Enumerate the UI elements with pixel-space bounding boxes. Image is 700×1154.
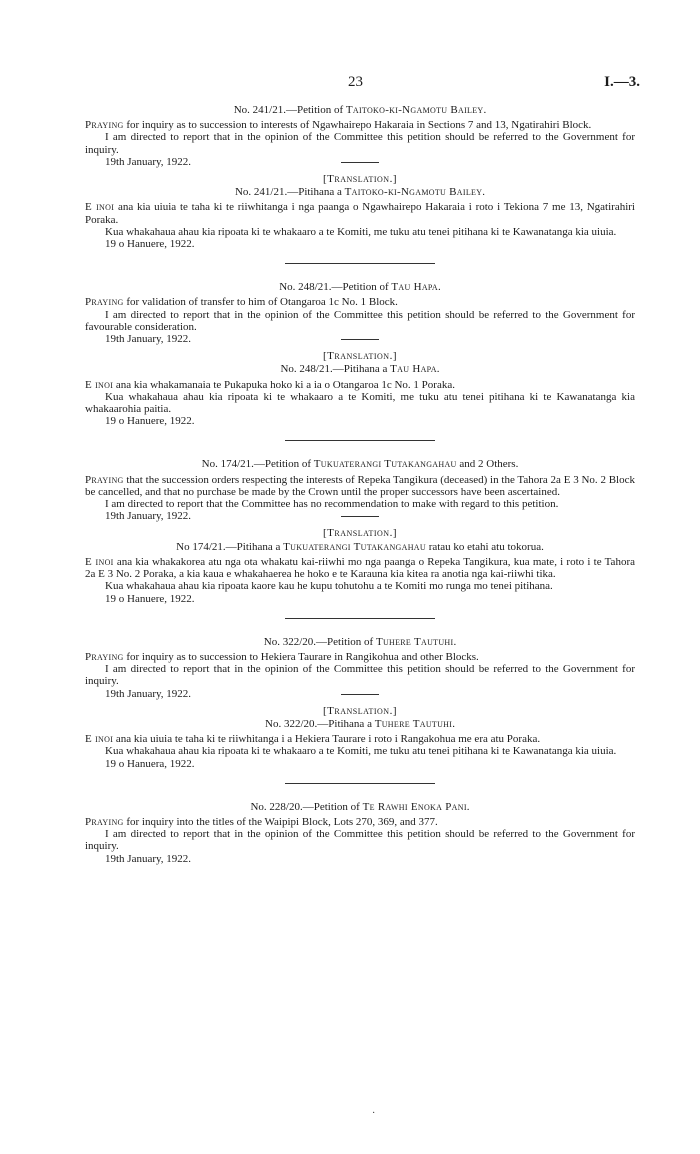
- translation-report: Kua whakahaua ahau kia ripoata ki te whakaaro a te Komiti, me tuku atu tenei pitihana ki te Kawanatanga kia uiuia.: [105, 225, 617, 238]
- committee-report: I am directed to report that the Committee has no recommendation to make with regard to this petition.: [105, 498, 559, 511]
- report-date: 19th January, 1922.: [105, 852, 192, 865]
- translation-label: [Translation.]: [322, 350, 398, 363]
- translation-label: [Translation.]: [322, 527, 398, 540]
- section-divider: [285, 783, 435, 784]
- petition-title: No. 228/20.—Petition of Te Rawhi Enoka Pani.: [250, 800, 470, 813]
- footer-mark: ·: [372, 1108, 376, 1119]
- committee-report: I am directed to report that in the opinion of the Committee this petition should be referred to the Government for inquiry.: [85, 131, 635, 156]
- page-header: [0, 74, 700, 94]
- translation-date: 19 o Hanuera, 1922.: [105, 757, 195, 770]
- report-date: 19th January, 1922.: [105, 333, 192, 346]
- page-content: [85, 104, 635, 865]
- petition-section-228: [85, 801, 635, 865]
- translation-title: No. 322/20.—Pitihana a Tuhere Tautuhi.: [265, 717, 455, 730]
- translation-title: No 174/21.—Pitihana a Tukuaterangi Tutakangahau ratau ko etahi atu tokorua.: [176, 540, 544, 553]
- translation-date: 19 o Hanuere, 1922.: [105, 592, 195, 605]
- translation-report: Kua whakahaua ahau kia ripoata kaore kau he kupu tohutohu a te Komiti mo runga mo tenei pitihana.: [105, 580, 553, 593]
- translation-prayer: E inoi ana kia whakamanaia te Pukapuka hoko ki a ia o Otangaroa 1c No. 1 Poraka.: [85, 378, 455, 391]
- translation-title: No. 241/21.—Pitihana a Taitoko-ki-Ngamotu Bailey.: [234, 186, 486, 199]
- petition-title: No. 248/21.—Petition of Tau Hapa.: [279, 281, 441, 294]
- petition-prayer: Praying for inquiry as to succession to interests of Ngawhairepo Hakaraia in Sections 7 and 13, Ngatirahiri Block.: [85, 119, 592, 132]
- petition-title: No. 241/21.—Petition of Taitoko-ki-Ngamotu Bailey.: [233, 104, 487, 116]
- translation-label: [Translation.]: [322, 704, 398, 717]
- committee-report: I am directed to report that in the opinion of the Committee this petition should be referred to the Government for inquiry.: [85, 828, 635, 853]
- translation-report: Kua whakahaua ahau kia ripoata ki te whakaaro a te Komiti, me tuku atu tenei pitihana ki te Kawanatanga kia uiuia.: [105, 745, 617, 758]
- section-divider: [285, 440, 435, 441]
- petition-section-248: [85, 281, 635, 441]
- translation-prayer: E inoi ana kia uiuia te taha ki te riiwhitanga i a Hekiera Taurare i roto i Rangakohua me era atu Poraka.: [85, 733, 541, 746]
- petition-section-322: [85, 636, 635, 784]
- translation-label: [Translation.]: [322, 173, 398, 186]
- petition-prayer: Praying that the succession orders respecting the interests of Repeka Tangikura (deceased) in the Tahora 2a E 3 No. 2 Block be cancelled, and that no purchase be made by the Crown until the proper successors have been ascertained.: [85, 473, 635, 498]
- petition-section-174: [85, 458, 635, 618]
- translation-prayer: E inoi ana kia uiuia te taha ki te riiwhitanga i nga paanga o Ngawhairepo Hakaraia i roto i Tekiona 7 me 13, Ngatirahiri Poraka.: [85, 201, 635, 226]
- translation-prayer: E inoi ana kia whakakorea atu nga ota whakatu kai-riiwhi mo nga paanga o Repeka Tangikura, kua mate, i roto i te Tahora 2a E 3 No. 2 Poraka, a kia kaua e whakahaerea he hoko e te Karauna kia kitea ra anotia nga kai-riiwhi tika.: [85, 555, 635, 581]
- petition-title: No. 174/21.—Petition of Tukuaterangi Tutakangahau and 2 Others.: [201, 458, 519, 471]
- translation-date: 19 o Hanuere, 1922.: [105, 238, 195, 251]
- report-date: 19th January, 1922.: [105, 510, 192, 523]
- petition-prayer: Praying for inquiry into the titles of the Waipipi Block, Lots 270, 369, and 377.: [85, 815, 438, 828]
- translation-title: No. 248/21.—Pitihana a Tau Hapa.: [280, 363, 440, 376]
- report-date: 19th January, 1922.: [105, 155, 192, 168]
- petition-title: No. 322/20.—Petition of Tuhere Tautuhi.: [263, 635, 457, 648]
- petition-prayer: Praying for inquiry as to succession to Hekiera Taurare in Rangikohua and other Blocks.: [85, 650, 479, 663]
- page-number: 23: [348, 74, 363, 90]
- translation-date: 19 o Hanuere, 1922.: [105, 415, 195, 428]
- report-date: 19th January, 1922.: [105, 687, 192, 700]
- committee-report: I am directed to report that in the opinion of the Committee this petition should be referred to the Government for inquiry.: [85, 663, 635, 688]
- translation-report: Kua whakahaua ahau kia ripoata ki te whakaaro a te Komiti, me tuku atu tenei pitihana ki te Kawanatanga kia whakaarohia paitia.: [85, 390, 635, 416]
- section-divider: [285, 263, 435, 264]
- petition-section-241: [85, 104, 635, 264]
- document-reference: I.—3.: [604, 74, 640, 90]
- committee-report: I am directed to report that in the opinion of the Committee this petition should be referred to the Government for favourable consideration.: [85, 308, 635, 333]
- petition-prayer: Praying for validation of transfer to him of Otangaroa 1c No. 1 Block.: [85, 296, 398, 309]
- section-divider: [285, 618, 435, 619]
